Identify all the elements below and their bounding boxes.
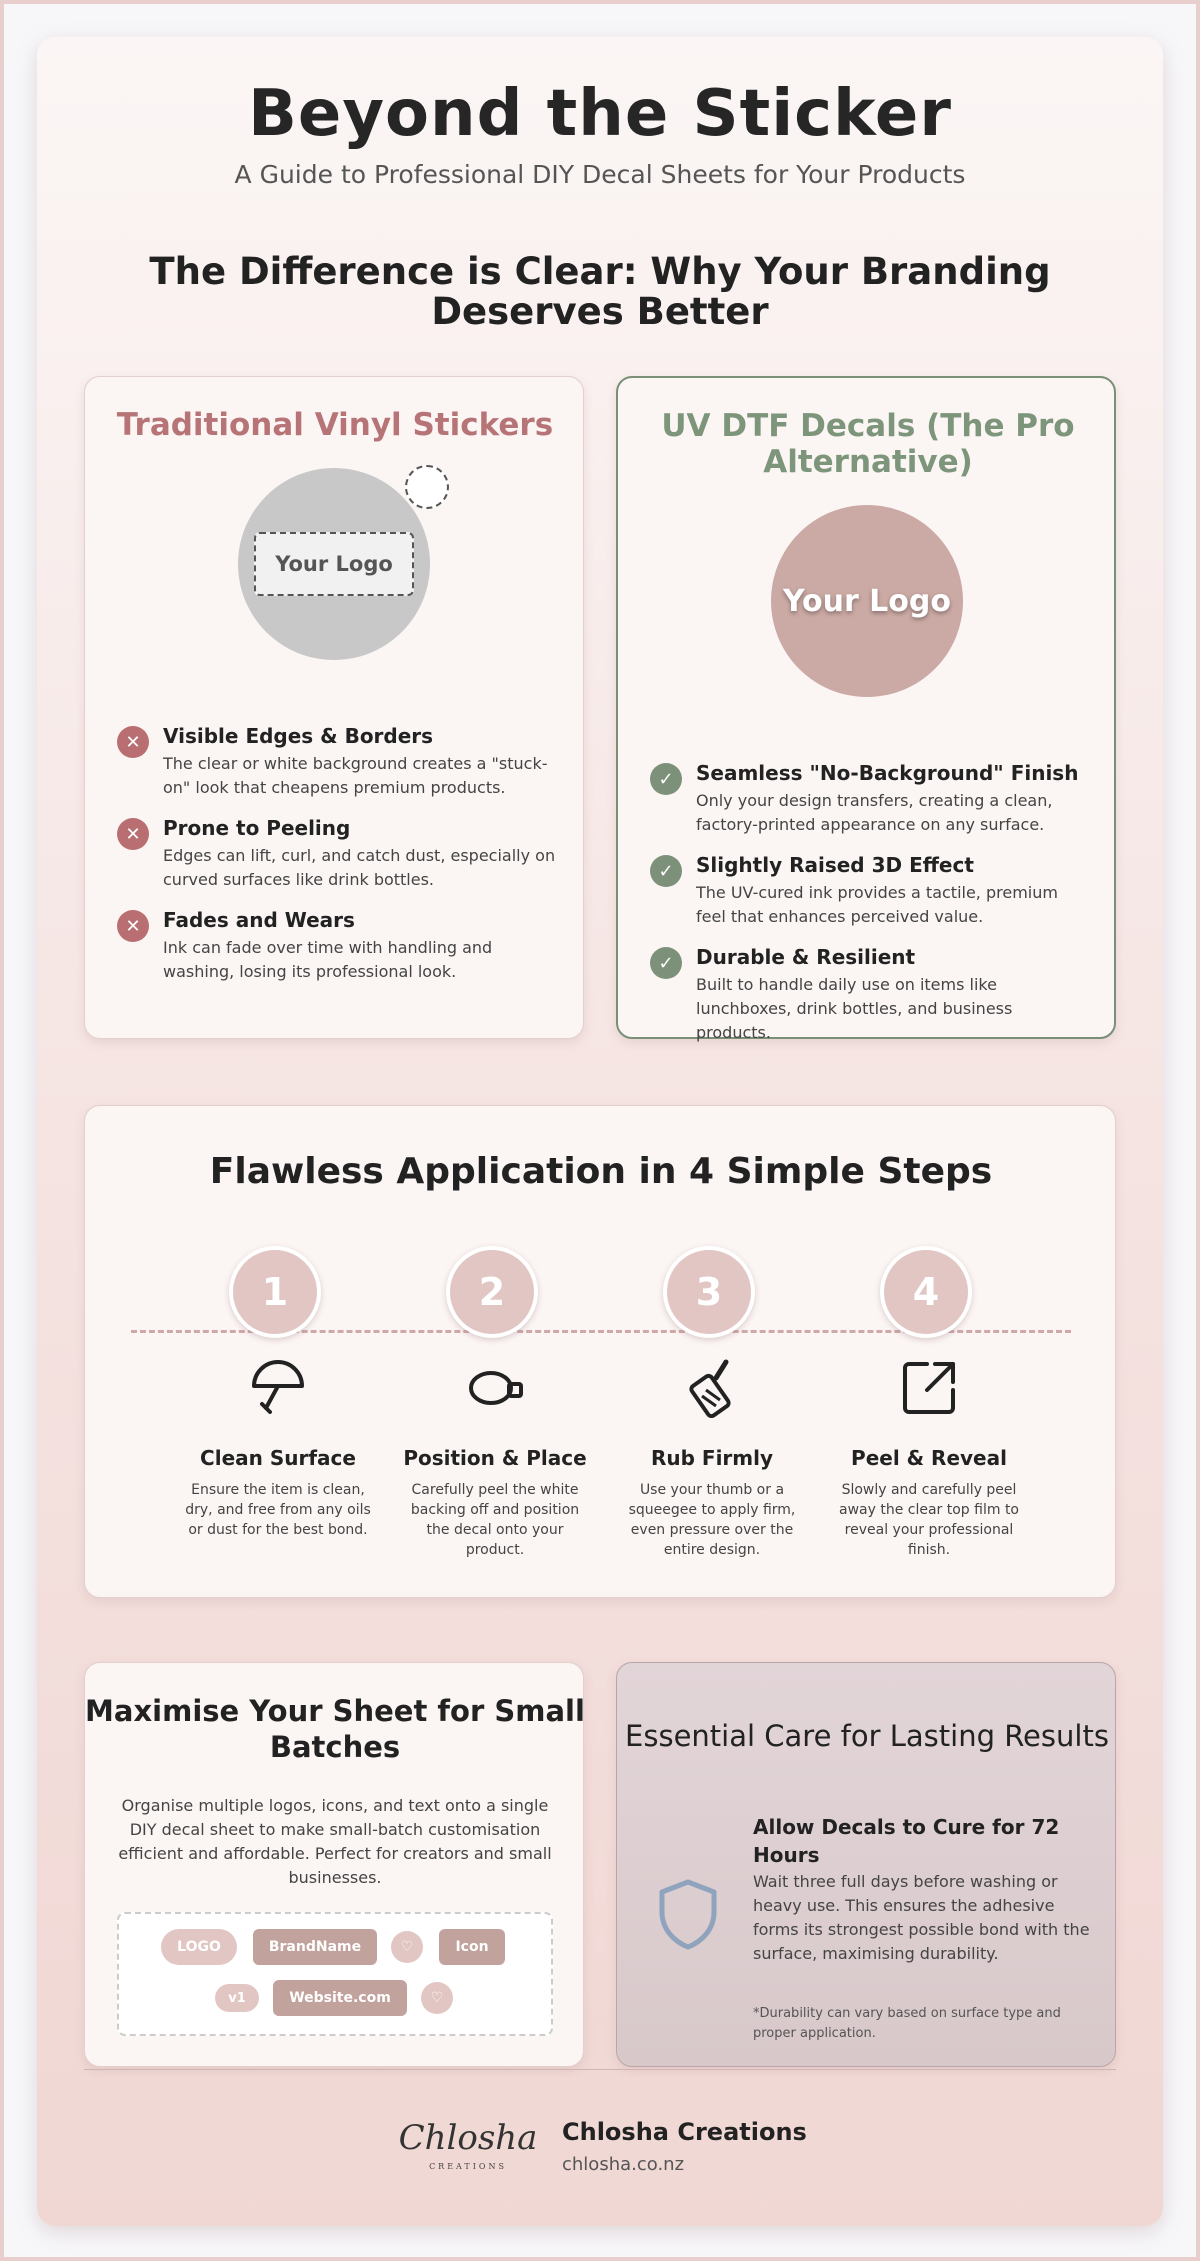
check-icon: ✓ bbox=[650, 763, 682, 795]
step-number: 2 bbox=[446, 1246, 538, 1338]
traditional-logo-mockup bbox=[238, 468, 430, 660]
cross-icon: ✕ bbox=[117, 726, 149, 758]
step-title: Position & Place bbox=[403, 1446, 587, 1470]
page-subtitle: A Guide to Professional DIY Decal Sheets for Your Products bbox=[234, 160, 966, 189]
traditional-title: Traditional Vinyl Stickers bbox=[116, 407, 554, 443]
care-note: *Durability can vary based on surface type and proper application. bbox=[753, 2006, 1061, 2041]
umbrella-icon bbox=[248, 1358, 308, 1418]
shield-icon bbox=[657, 1878, 719, 1950]
peeling-edge-icon bbox=[405, 465, 449, 509]
brand-logo bbox=[393, 2107, 543, 2177]
cross-icon: ✕ bbox=[117, 910, 149, 942]
steps-card bbox=[84, 1105, 1116, 1598]
steps-title: Flawless Application in 4 Simple Steps bbox=[209, 1151, 993, 1192]
check-icon: ✓ bbox=[650, 947, 682, 979]
footer-divider bbox=[84, 2069, 1116, 2070]
brand-url[interactable]: chlosha.co.nz bbox=[562, 2154, 685, 2175]
chip-version: v1 bbox=[215, 1984, 259, 2012]
step-number: 3 bbox=[663, 1246, 755, 1338]
heart-icon: ♡ bbox=[391, 1931, 423, 1963]
uvdtf-title: UV DTF Decals (The Pro Alternative) bbox=[661, 408, 1075, 480]
brush-icon bbox=[682, 1358, 742, 1418]
check-icon: ✓ bbox=[650, 855, 682, 887]
feature-title: Slightly Raised 3D Effect bbox=[696, 853, 974, 877]
feature-title: Visible Edges & Borders bbox=[163, 724, 434, 748]
feature-desc: Built to handle daily use on items like lunchboxes, drink bottles, and business products. bbox=[696, 975, 1013, 1042]
logo-placeholder: Your Logo bbox=[254, 532, 414, 596]
step-number: 4 bbox=[880, 1246, 972, 1338]
batch-card bbox=[84, 1662, 584, 2067]
cross-icon: ✕ bbox=[117, 818, 149, 850]
uvdtf-card bbox=[616, 376, 1116, 1042]
chip-website: Website.com bbox=[273, 1980, 407, 2016]
infographic-page bbox=[37, 37, 1163, 2226]
feature-desc: The clear or white background creates a "stuck-on" look that cheapens premium products. bbox=[163, 754, 548, 797]
step-title: Peel & Reveal bbox=[851, 1446, 1007, 1470]
chip-brandname: BrandName bbox=[253, 1929, 377, 1965]
batch-title: Maximise Your Sheet for Small Batches bbox=[85, 1694, 585, 1764]
decal-sheet-mockup bbox=[117, 1912, 553, 2036]
chip-logo: LOGO bbox=[161, 1929, 237, 1965]
feature-title: Prone to Peeling bbox=[163, 816, 351, 840]
step-title: Clean Surface bbox=[200, 1446, 356, 1470]
feature-title: Durable & Resilient bbox=[696, 945, 916, 969]
tape-icon bbox=[465, 1358, 525, 1418]
feature-desc: Edges can lift, curl, and catch dust, especially on curved surfaces like drink bottles. bbox=[163, 846, 556, 889]
care-subtitle: Allow Decals to Cure for 72 Hours bbox=[753, 1815, 1060, 1867]
uvdtf-logo-mockup: Your Logo bbox=[771, 505, 963, 697]
step-desc: Use your thumb or a squeegee to apply firm, even pressure over the entire design. bbox=[628, 1482, 796, 1558]
traditional-card bbox=[84, 376, 584, 1039]
step-desc: Slowly and carefully peel away the clear top film to reveal your professional finish. bbox=[839, 1482, 1019, 1558]
feature-desc: Only your design transfers, creating a clean, factory-printed appearance on any surface. bbox=[696, 791, 1053, 834]
feature-desc: The UV-cured ink provides a tactile, premium feel that enhances perceived value. bbox=[696, 883, 1058, 926]
care-desc: Wait three full days before washing or heavy use. This ensures the adhesive forms its strongest possible bond with the surface, maximising durability. bbox=[753, 1872, 1090, 1963]
chip-icon: Icon bbox=[439, 1929, 505, 1965]
step-title: Rub Firmly bbox=[650, 1446, 774, 1470]
comparison-heading: The Difference is Clear: Why Your Branding Deserves Better bbox=[149, 250, 1051, 333]
batch-desc: Organise multiple logos, icons, and text onto a single DIY decal sheet to make small-batch customisation efficient and affordable. Perfect for creators and small businesses. bbox=[118, 1796, 552, 1887]
feature-desc: Ink can fade over time with handling and washing, losing its professional look. bbox=[163, 938, 493, 981]
external-link-icon bbox=[899, 1358, 959, 1418]
step-desc: Ensure the item is clean, dry, and free from any oils or dust for the best bond. bbox=[185, 1482, 371, 1538]
brand-name: Chlosha Creations bbox=[562, 2118, 807, 2146]
logo-sub: CREATIONS bbox=[429, 2162, 507, 2171]
page-title: Beyond the Sticker bbox=[248, 77, 952, 151]
care-card bbox=[616, 1662, 1116, 2067]
heart-icon: ♡ bbox=[421, 1982, 453, 2014]
logo-script: Chlosha bbox=[398, 2118, 538, 2158]
step-number: 1 bbox=[229, 1246, 321, 1338]
step-desc: Carefully peel the white backing off and position the decal onto your product. bbox=[410, 1482, 580, 1558]
feature-title: Fades and Wears bbox=[163, 908, 355, 932]
feature-title: Seamless "No-Background" Finish bbox=[696, 761, 1079, 785]
care-title: Essential Care for Lasting Results bbox=[625, 1719, 1109, 1753]
